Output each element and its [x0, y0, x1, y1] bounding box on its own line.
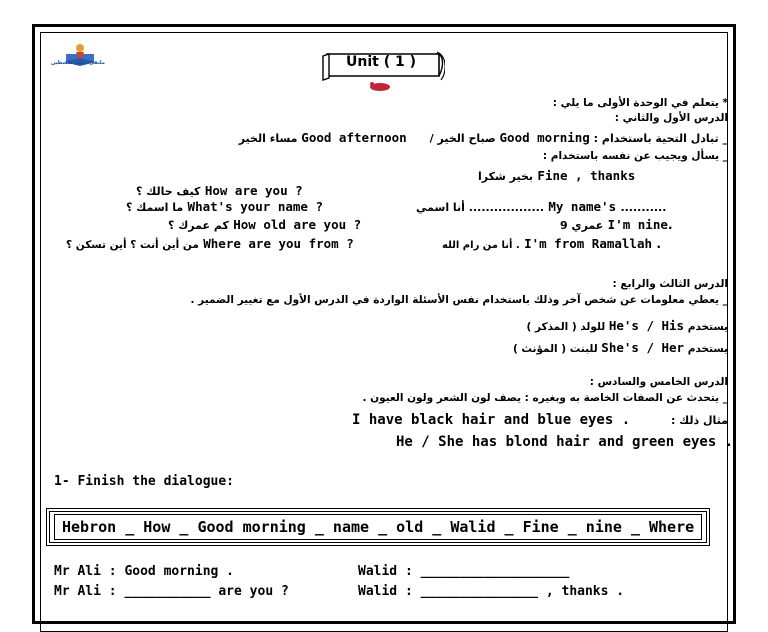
- example-1: I have black hair and blue eyes .: [352, 412, 631, 428]
- qa-question-4: من أين أنت ؟ أين تسكن ؟ Where are you from ?: [66, 236, 354, 251]
- qa-answer-1: بخير شكرا Fine , thanks: [478, 168, 636, 183]
- lessons-3-4-title: الدرس الثالث والرابع :: [612, 278, 728, 290]
- qa-question-2: ما اسمك ؟ What's your name ?: [126, 199, 324, 214]
- exercise-title: 1- Finish the dialogue:: [54, 474, 235, 489]
- qa-answer-4: أنا من رام الله . I'm from Ramallah .: [442, 236, 662, 251]
- qa-answer-3: عمري 9 I'm nine.: [560, 217, 673, 232]
- unit-title: Unit ( 1 ): [346, 54, 416, 70]
- lessons-5-6-title: الدرس الخامس والسادس :: [589, 376, 728, 388]
- logo-caption: ملتقى تعليم فلسطين: [51, 60, 105, 66]
- she-usage: يستخدم She's / Her للبنت ( المؤنث ): [512, 340, 728, 355]
- qa-question-1: كيف حالك ؟ How are you ?: [136, 183, 303, 198]
- qa-answer-2: أنا اسمي .................. My name's ...........: [416, 199, 667, 214]
- lessons-3-4-desc: _ يعطي معلومات عن شخص آخر وذلك باستخدام نفس الأسئلة الواردة في الدرس الأول مع تغيير الضمير .: [190, 294, 728, 306]
- greeting-line: _ تبادل التحية باستخدام : Good morning صباح الخير / Good afternoon مساء الخير: [238, 130, 728, 145]
- lessons-5-6-desc: _ يتحدث عن الصفات الخاصة به وبغيره : يصف لون الشعر ولون العيون .: [362, 392, 728, 404]
- qa-question-3: كم عمرك ؟ How old are you ?: [168, 217, 362, 232]
- intro-learns: * يتعلم في الوحدة الأولى ما يلي :: [552, 97, 728, 109]
- dialogue-line-1-right[interactable]: Walid : ___________________: [358, 564, 570, 579]
- ink-splash-icon: [368, 80, 392, 92]
- example-2: He / She has blond hair and green eyes .: [396, 434, 734, 450]
- he-usage: يستخدم He's / His للولد ( المذكر ): [526, 318, 728, 333]
- dialogue-line-2-right[interactable]: Walid : _______________ , thanks .: [358, 584, 625, 599]
- word-bank: Hebron _ How _ Good morning _ name _ old _ Walid _ Fine _ nine _ Where: [62, 518, 695, 536]
- example-label: مثال ذلك :: [670, 414, 728, 427]
- ask-line: _ يسأل ويجيب عن نفسه باستخدام :: [542, 150, 728, 162]
- dialogue-line-1-left: Mr Ali : Good morning .: [54, 564, 235, 579]
- lessons-1-2-title: الدرس الأول والثاني :: [614, 112, 728, 124]
- dialogue-line-2-left[interactable]: Mr Ali : ___________ are you ?: [54, 584, 289, 599]
